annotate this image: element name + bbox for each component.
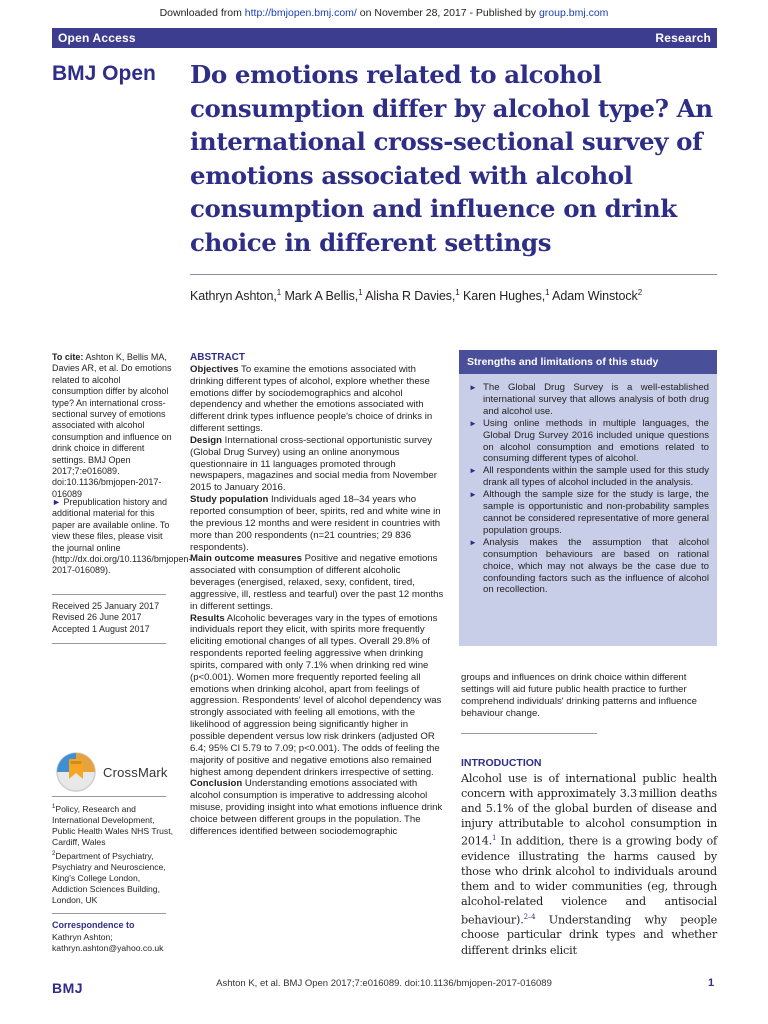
author: Mark A Bellis,$^1$ xyxy=(281,288,363,304)
citation-block: To cite: Ashton K, Bellis MA, Davies AR, et al. Do emotions related to alcohol consumption differ by alcohol type? An international cross-sectional survey of emotions associated with alcohol consumption and influence on drink choice in different settings. BMJ Open 2017;7:e016089. doi:10.1136/bmjopen-2017-016089 xyxy=(52,352,172,499)
download-notice: Downloaded from http://bmjopen.bmj.com/ on November 28, 2017 - Published by group.bmj.com xyxy=(159,7,609,19)
journal-url-link[interactable]: http://bmjopen.bmj.com/ xyxy=(244,7,357,19)
list-item: ► Analysis makes the assumption that alcohol consumption behaviours are based on rational choice, which may not always be the case due to confounding factors such as the influence of alcohol on recollection. xyxy=(467,537,709,597)
sidebar-divider xyxy=(52,913,166,914)
list-item: ► Although the sample size for the study is large, the sample is opportunistic and non-probability samples cannot be considered representative of more general population groups. xyxy=(467,489,709,537)
crossmark-icon xyxy=(55,748,97,796)
list-item: ► All respondents within the sample used for this study drank all types of alcohol included in the analysis. xyxy=(467,465,709,489)
introduction-text: Alcohol use is of international public health concern with approximately 3.3 million deaths and 5.1% of the global burden of disease and injury attributable to alcohol consumption in 2014.$^1$ In addition, there is a growing body of evidence illustrating the harms caused by those who drink alcohol to individuals around them and to wider communities (eg, through alcohol-related violence and antisocial behaviour).$^{2-4}$ Understanding why people choose particular drink types and whether different drinks elicit xyxy=(461,772,717,957)
affiliation: $^1$Policy, Research and International Development, Public Health Wales NHS Trust, Cardiff, Wales xyxy=(52,803,173,848)
journal-logo: BMJ Open xyxy=(52,62,156,85)
introduction-heading: INTRODUCTION xyxy=(461,757,542,769)
abstract-measures: Main outcome measures Positive and negative emotions associated with consumption of different alcoholic beverages (energised, relaxed, sexy, confident, tired, aggressive, ill, restless and tearful) over the past 12 months in different settings. xyxy=(190,553,444,612)
list-item: ► Using online methods in multiple languages, the Global Drug Survey 2016 included unique questions on alcohol consumption and emotions related to consuming different types of alcohol. xyxy=(467,418,709,466)
header-bar xyxy=(52,28,717,48)
publisher-link[interactable]: group.bmj.com xyxy=(538,7,609,19)
reference-link[interactable]: 1 xyxy=(492,834,497,843)
abstract-end-divider xyxy=(461,733,597,734)
prepublication-note: ► Prepublication history and additional material for this paper are available online. To view these files, please visit the journal online (http://dx.doi.org/10.1136/bmjopen-2017-016089). xyxy=(52,497,192,576)
author: Karen Hughes,$^1$ xyxy=(459,288,550,304)
strengths-heading: Strengths and limitations of this study xyxy=(459,350,717,374)
email-link[interactable]: kathryn.ashton@yahoo.co.uk xyxy=(52,943,164,954)
abstract-continuation: groups and influences on drink choice within different settings will aid future public health practice to further comprehend individuals' drinking patterns and influence behaviour change. xyxy=(461,672,697,719)
strengths-list xyxy=(459,374,717,596)
affiliations xyxy=(52,802,174,907)
affiliation: $^2$Department of Psychiatry, Psychiatry and Neuroscience, King's College London, Addiction Sciences Building, London, UK xyxy=(52,850,166,906)
strengths-limitations-box xyxy=(459,350,717,646)
open-access-label: Open Access xyxy=(58,31,136,45)
section-label: Research xyxy=(655,31,711,45)
article-title: Do emotions related to alcohol consumption differ by alcohol type? An international cross-sectional survey of emotions associated with alcohol consumption and influence on drink choice in different settings xyxy=(190,60,713,257)
correspondence-heading: Correspondence to xyxy=(52,920,135,930)
abstract-design: Design International cross-sectional opportunistic survey (Global Drug Survey) using an online anonymous questionnaire in 11 languages promoted through newspapers, magazines and social media from November 2015 to January 2016. xyxy=(190,434,437,494)
title-divider xyxy=(190,274,717,275)
abstract xyxy=(190,352,444,838)
sidebar-divider xyxy=(52,643,166,644)
abstract-results: Results Alcoholic beverages vary in the types of emotions individuals report they elicit, with spirits more frequently eliciting emotional changes of all types. Overall 29.8% of respondents reported feeling aggressive when drinking spirits, compared with only 7.1% when drinking red wine (p<0.001). Women more frequently reported feeling all emotions when drinking alcohol, apart from feelings of aggression. Respondents' level of alcohol dependency was strongly associated with feeling all emotions, with the likelihood of aggression being significantly higher in possible dependent versus low risk drinkers (adjusted OR 6.4; 95% CI 5.79 to 7.09; p<0.001). The odds of feeling the majority of positive and negative emotions also remained highest among dependent drinkers irrespective of setting. xyxy=(190,612,442,778)
correspondence: Kathryn Ashton; kathryn.ashton@yahoo.co.uk xyxy=(52,932,174,954)
author: Adam Winstock$^2$ xyxy=(549,288,643,304)
sidebar-divider xyxy=(52,594,166,595)
arrow-icon: ► xyxy=(52,497,61,507)
abstract-conclusion: Conclusion Understanding emotions associated with alcohol consumption is imperative to addressing alcohol misuse, providing insight into what emotions influence drink choice between different groups in the population. The differences identified between sociodemographic xyxy=(190,778,443,837)
abstract-objectives: Objectives To examine the emotions associated with drinking different types of alcohol, explore whether these emotions differ by sociodemographics and alcohol dependency and whether the emotions associated with different drink types influence people's choice of drinks in different settings. xyxy=(190,363,433,435)
author: Kathryn Ashton,$^1$ xyxy=(190,288,282,304)
abstract-heading: ABSTRACT xyxy=(190,352,245,363)
history-dates: Received 25 January 2017 Revised 26 June 2017 Accepted 1 August 2017 xyxy=(52,601,160,634)
page-number: 1 xyxy=(708,977,715,989)
author-list xyxy=(190,288,720,303)
abstract-population: Study population Individuals aged 18–34 years who reported consumption of beer, spirits, red and white wine in the previous 12 months and were resident in countries with more than 200 respondents (n=21 countries; 29 836 respondents). xyxy=(190,494,441,553)
reference-link[interactable]: 2–4 xyxy=(523,912,536,921)
sidebar-divider xyxy=(52,796,166,797)
crossmark-badge[interactable]: CrossMark xyxy=(55,748,168,796)
footer-citation: Ashton K, et al. BMJ Open 2017;7:e016089. doi:10.1136/bmjopen-2017-016089 xyxy=(216,978,552,989)
list-item: ► The Global Drug Survey is a well-established international survey that allows analysis of both drug and alcohol use. xyxy=(467,382,709,418)
bmj-footer-logo: BMJ xyxy=(52,980,84,996)
author: Alisha R Davies,$^1$ xyxy=(362,288,460,304)
